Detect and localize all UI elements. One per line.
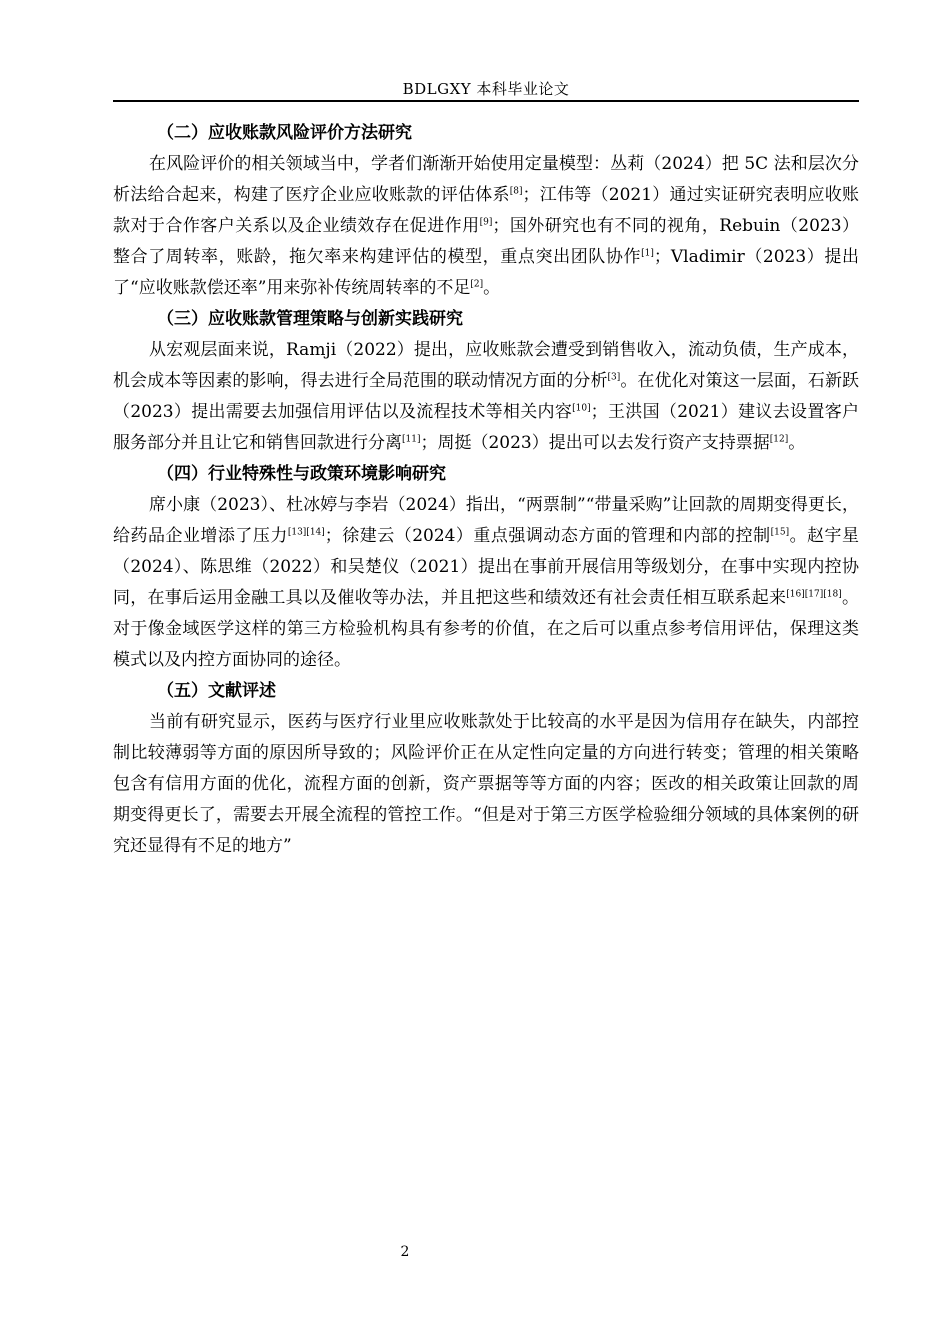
text-run: 。 [483,278,501,298]
text-run: ；江伟等（2021）通过实证研究表明应收账款对于合作客户关系以及企业绩效存在促进作用 [113,185,860,236]
citation-ref: [1] [641,248,654,259]
text-run: 在风险评价的相关领域当中，学者们渐渐开始使用定量模型：丛莉（2024）把 5C 法和层次分析法给合起来，构建了医疗企业应收账款的评估体系 [113,154,859,205]
text-run: 。对于像金域医学这样的第三方检验机构具有参考的价值，在之后可以重点参考信用评估，保理这类模式以及内控方面协同的途径。 [113,588,859,670]
citation-ref: [15] [770,527,790,538]
citation-ref: [2] [470,279,484,290]
text-run: ；Vladimir（2023）提出了“应收账款偿还率”用来弥补传统周转率的不足 [113,247,859,298]
text-run: 。在优化对策这一层面，石新跃（2023）提出需要去加强信用评估以及流程技术等相关内容 [113,371,860,422]
citation-ref: [8] [509,186,523,197]
section-heading-2: （二）应收账款风险评价方法研究 [157,123,412,143]
citation-ref: [10] [572,403,591,414]
citation-ref: [11] [402,434,421,445]
section-paragraph-2 [113,149,859,304]
text-run: 从宏观层面来说，Ramji（2022）提出，应收账款会遭受到销售收入，流动负债，生产成本，机会成本等因素的影响，得去进行全局范围的联动情况方面的分析 [113,340,859,391]
citation-ref: [16][17][18] [786,589,842,600]
text-run: ；王洪国（2021）建议去设置客户服务部分并且让它和销售回款进行分离 [113,402,860,453]
section-paragraph-4 [113,490,859,676]
header-rule [113,100,859,102]
section-paragraph-5 [113,707,859,862]
citation-ref: [12] [769,434,789,445]
text-run: 。 [788,433,806,453]
text-run: 席小康（2023）、杜冰婷与李岩（2024）指出，“两票制”“带量采购”让回款的周期变得更长，给药品企业增添了压力 [113,495,859,546]
text-run: 。赵宇星（2024）、陈思维（2022）和吴楚仪（2021）提出在事前开展信用等级划分，在事中实现内控协同，在事后运用金融工具以及催收等办法，并且把这些和绩效还有社会责任相互联系起来 [113,526,860,608]
text-run: 当前有研究显示，医药与医疗行业里应收账款处于比较高的水平是因为信用存在缺失，内部控制比较薄弱等方面的原因所导致的；风险评价正在从定性向定量的方向进行转变；管理的相关策略包含有信用方面的优化，流程方面的创新，资产票据等等方面的内容；医改的相关政策让回款的周期变得更长了，需要去开展全流程的管控工作。“但是对于第三方医学检验细分领域的具体案例的研究还显得有不足的地方” [113,712,859,856]
citation-ref: [9] [479,217,493,228]
page-number: 2 [400,1244,410,1260]
section-heading-3: （三）应收账款管理策略与创新实践研究 [157,309,463,329]
text-run: ；国外研究也有不同的视角，Rebuin（2023）整合了周转率，账龄，拖欠率来构建评估的模型，重点突出团队协作 [113,216,860,267]
text-run: ；周挺（2023）提出可以去发行资产支持票据 [420,433,770,453]
text-run: ；徐建云（2024）重点强调动态方面的管理和内部的控制 [324,526,771,546]
section-heading-5: （五）文献评述 [157,681,276,701]
citation-ref: [13][14] [287,527,325,538]
page-content [113,118,859,862]
page-header: BDLGXY 本科毕业论文 [402,80,570,98]
section-paragraph-3 [113,335,859,459]
section-heading-4: （四）行业特殊性与政策环境影响研究 [157,464,446,484]
citation-ref: [3] [607,372,621,383]
